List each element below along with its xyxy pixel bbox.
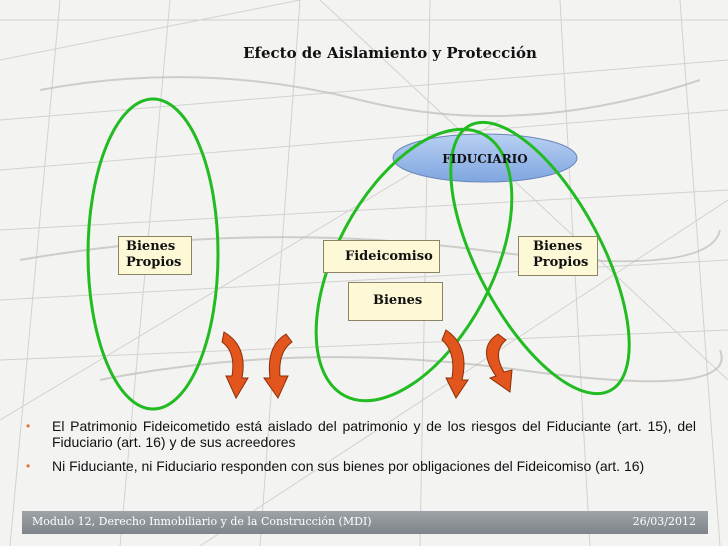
curved-arrow-icon: [442, 330, 468, 398]
box-line: Propios: [533, 255, 589, 270]
curved-arrow-icon: [264, 334, 292, 398]
list-item: [26, 458, 696, 474]
slide-title: Efecto de Aislamiento y Protección: [243, 44, 537, 62]
bullet-text: Ni Fiduciante, ni Fiduciario responden con sus bienes por obligaciones del Fideicomiso (art. 16): [52, 458, 645, 474]
bullet-text: El Patrimonio Fideicometido está aislado del patrimonio y de los riesgos del Fiduciante (art. 15), del Fiduciario (art. 16) y de sus acreedores: [52, 418, 696, 450]
box-line: Bienes: [373, 293, 423, 308]
fiduciario-label: FIDUCIARIO: [442, 152, 528, 166]
bienes-propios-fiduciario-box: [518, 236, 598, 276]
bullet-list: [26, 418, 696, 482]
footer-bar: [22, 511, 708, 534]
box-line: Propios: [126, 255, 182, 270]
fideicomiso-box: [323, 240, 440, 273]
bullet-icon: •: [26, 459, 31, 473]
bienes-propios-fiduciante-box: [118, 236, 192, 275]
curved-arrow-icon: [486, 334, 512, 392]
footer-date: 26/03/2012: [632, 515, 696, 528]
box-line: Bienes: [126, 239, 176, 254]
box-line: Fideicomiso: [345, 249, 433, 264]
list-item: [26, 418, 696, 450]
box-line: Bienes: [533, 239, 583, 254]
curved-arrow-icon: [222, 332, 248, 398]
bienes-fideicomiso-box: [348, 282, 443, 321]
footer-course: Modulo 12, Derecho Inmobiliario y de la Construcción (MDI): [32, 515, 372, 528]
bullet-icon: •: [26, 419, 31, 433]
